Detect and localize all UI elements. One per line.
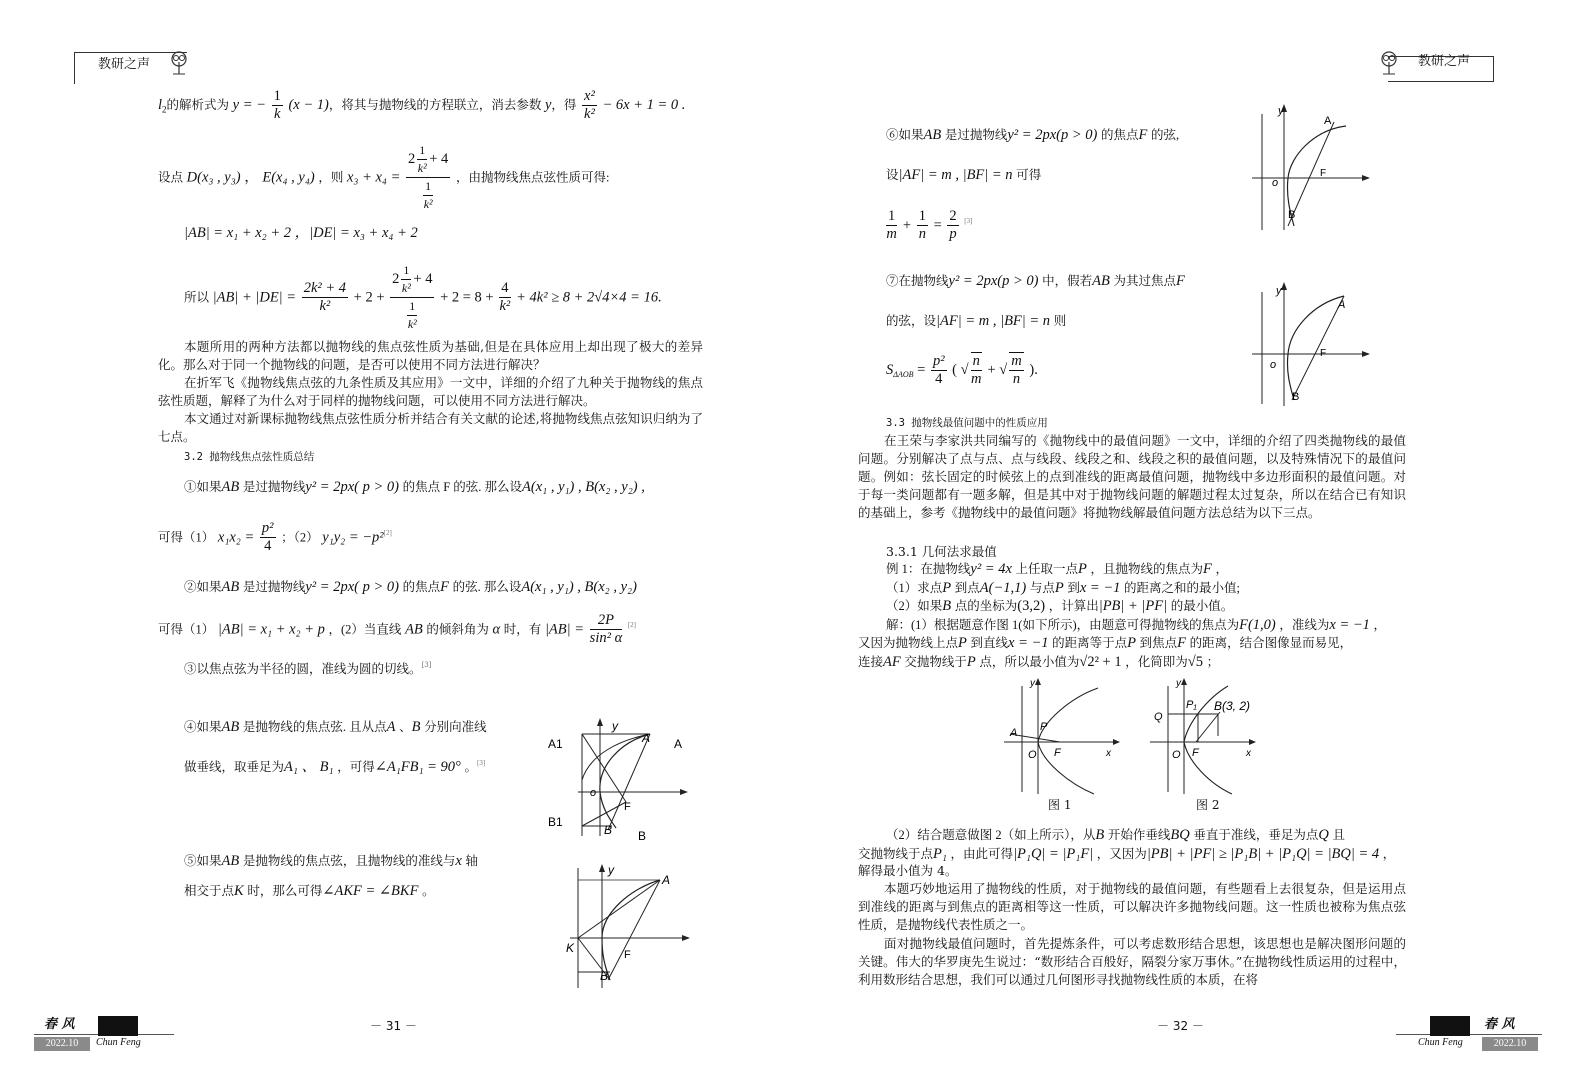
label-y: y (1278, 105, 1284, 117)
label-f: F (1320, 168, 1327, 179)
paragraph-literature: 在折军飞《抛物线焦点弦的九条性质及其应用》一文中，详细的介绍了九种关于抛物线的焦点弦性质题，解释了为什么对于同样的抛物线问题，可以使用不同方法进行解决。 (158, 375, 703, 408)
solution-1-line-2: 又因为抛物线上点P 到直线x = −1 的距离等于点P 到焦点F 的距离，结合图像显而易见， (858, 635, 1353, 651)
property-3-statement: ③以焦点弦为半径的圆，准线为圆的切线。[3] (184, 661, 432, 676)
paragraph-extremum-problems: 在王荣与李家洪共同编写的《抛物线中的最值问题》一文中，详细的介绍了四类抛物线的最值问题。分别解决了点与点、点与线段、线段之和、线段之积的最值问题，以及特殊情况下的最值问题。例如：弦长固定的时候弦上的点到准线的距离最值问题，抛物线中多边形面积的最值问题。对于每一类问题都有一题多解，但是其中对于抛物线问题的解题过程太过复杂，所以在结合已有知识的基础上，参考《抛物线中的最值问题》将抛物线解最值问题方法总结为以下三点。 (858, 433, 1406, 520)
label-origin: o (1270, 359, 1277, 371)
figure-property-4 (540, 714, 690, 844)
solution-2-line-3: 解得最小值为 4。 (858, 863, 958, 878)
label-f: F (624, 801, 631, 813)
right-page-number: － 32 － (1157, 1019, 1204, 1033)
property-2-statement: ②如果AB 是过抛物线y² = 2px( p > 0) 的焦点F 的弦. 那么设A(x₁ , y₁) , B(x₂ , y₂) (184, 579, 637, 595)
label-f: F (1192, 747, 1199, 759)
paragraph-methods-intro: 本题所用的两种方法都以抛物线的焦点弦性质为基础,但是在具体应用上却出现了极大的差异化。那么对于同一个抛物线的问题，是否可以使用不同方法进行解决？ (158, 339, 703, 372)
label-origin: o (1272, 177, 1279, 189)
label-b: B(3, 2) (1214, 699, 1251, 713)
figure-1-caption: 图 1 (1048, 798, 1072, 812)
label-a: A (674, 737, 683, 751)
label-b: B (1292, 391, 1300, 403)
label-a: A (662, 873, 671, 887)
left-footer-issue: 2022.10 (34, 1037, 90, 1051)
property-5-result: 相交于点K 时，那么可得∠AKF = ∠BKF 。 (184, 883, 435, 899)
label-q: Q (1154, 711, 1163, 723)
property-7-assumption: 的弦，设|AF| = m , |BF| = n 则 (886, 313, 1067, 329)
solution-1-line-3: 连接AF 交抛物线于P 点，所以最小值为√2² + 1 ，化简即为√5 ； (858, 654, 1220, 670)
property-2-result: 可得（1） |AB| = x₁ + x₂ + p ，(2）当直线 AB 的倾斜角为 α 时，有 |AB| = $\frac{2P}{\text{sin² α}}$ [2] (158, 612, 636, 646)
right-footer-black-block (1430, 1016, 1470, 1036)
paragraph-number-shape: 面对抛物线最值问题时，首先提炼条件，可以考虑数形结合思想，该思想也是解决图形问题的关键。伟大的华罗庚先生说过：“数形结合百般好，隔裂分家万事休。”在抛物线性质运用的过程中，利用数形结合思想，我们可以通过几何图形寻找抛物线性质的本质，在将 (858, 936, 1406, 987)
property-6-assumption: 设|AF| = m , |BF| = n 可得 (886, 167, 1042, 183)
label-f: F (624, 949, 631, 961)
property-4-result: 做垂线，取垂足为A₁ 、 B₁ ，可得∠A₁FB₁ = 90° 。[3] (184, 759, 486, 775)
ab-plus-de-derivation: 所以 |AB| + |DE| = $\frac{\text{2k² + 4}}{\text{k²}}$ + 2 + 2 $\frac{1}{\text{k²}}$ + 4 $\frac{1}{\text{k²}}$ + 2 = 8 + $\frac{4}{\text{k²}}$ + 4k² ≥ 8 + 2√4×4 = 16. (184, 263, 662, 331)
figure-property-7 (1248, 278, 1372, 410)
solution-2-line-2: 交抛物线于点P₁ ，由此可得|P₁Q| = |P₁F| ，又因为|PB| + |PF| ≥ |P₁B| + |P₁Q| = |BQ| = 4 ， (858, 846, 1396, 862)
property-1-statement: ①如果AB 是过抛物线y² = 2px( p > 0) 的焦点 F 的弦. 那么设A(x₁ , y₁) , B(x₂ , y₂) , (184, 479, 645, 495)
label-a-italic: A (642, 731, 651, 745)
left-page-number: － 31 － (370, 1019, 417, 1033)
property-7-statement: ⑦在抛物线y² = 2px(p > 0) 中，假若AB 为其过焦点F (886, 273, 1185, 289)
label-a: A (1338, 299, 1346, 311)
left-header-frame-bottom (74, 78, 76, 84)
label-b: B (600, 969, 609, 983)
figure-2 (1148, 676, 1260, 796)
right-footer-issue: 2022.10 (1482, 1037, 1538, 1051)
right-footer-brand: 春 风 (1484, 1017, 1515, 1032)
label-p1: P₁ (1186, 699, 1197, 711)
left-footer-brand: 春 风 (44, 1017, 75, 1032)
paragraph-seven-points: 本文通过对新课标抛物线焦点弦性质分析并结合有关文献的论述,将抛物线焦点弦知识归纳为了七点。 (158, 411, 703, 444)
property-1-result: 可得（1） x₁x₂ = $\frac{\text{p²}}{4}$ ；（2） y₁y₂ = −p²[2] (158, 520, 392, 554)
solution-1-line-1: 解：(1）根据题意作图 1(如下所示)，由题意可得抛物线的焦点为F(1,0) ，准线为x = −1 ， (886, 617, 1387, 633)
label-y: y (608, 863, 614, 877)
property-5-statement: ⑤如果AB 是抛物线的焦点弦，且抛物线的准线与x 轴 (184, 853, 478, 869)
right-header-title: 教研之声 (1418, 54, 1471, 69)
label-a1: A1 (548, 737, 563, 751)
left-footer-black-block (98, 1016, 138, 1036)
label-origin: o (590, 787, 597, 799)
property-7-area-formula: $S_{\Delta AOB}$ = $\frac{\text{p²}}{4}$ ( √ $\frac{n}{m}$ + √ $\frac{m}{n}$ ). (886, 352, 1038, 387)
property-4-statement: ④如果AB 是抛物线的焦点弦. 且从点A 、B 分别向准线 (184, 719, 487, 735)
paragraph-property-application: 本题巧妙地运用了抛物线的性质，对于抛物线的最值问题，有些题看上去很复杂，但是运用点到准线的距离与到焦点的距离相等这一性质，可以解决许多抛物线问题。这一性质也被称为焦点弦性质，是抛物线代表性质之一。 (858, 881, 1406, 932)
l2-equation-line: $l_2$的解析式为 y = − $\frac{1}{k}$ (x − 1)，将其与抛物线的方程联立，消去参数 y，得 $\frac{\text{x²}}{\text{k²}}$ − 6x + 1 = 0 . (158, 88, 686, 122)
left-header-title: 教研之声 (98, 57, 151, 72)
question-1: （1）求点P 到点A(−1,1) 与点P 到x = −1 的距离之和的最小值; (886, 580, 1240, 596)
label-b: B (1288, 209, 1296, 221)
label-y: y (1276, 285, 1282, 297)
figure-1 (1002, 676, 1126, 796)
right-footer-name: Chun Feng (1418, 1037, 1463, 1048)
label-p: P (1040, 721, 1048, 733)
label-y: y (1030, 678, 1035, 689)
label-o: O (1028, 749, 1037, 761)
label-k: K (566, 941, 575, 955)
figure-property-5 (562, 860, 692, 992)
property-6-result: $\frac{1}{m}$ + $\frac{1}{n}$ = $\frac{2}{p}$ [3] (886, 208, 973, 242)
question-2: （2）如果B 点的坐标为(3,2) ，计算出|PB| + |PF| 的最小值。 (886, 598, 1234, 614)
label-a: A (1010, 727, 1018, 739)
figure-property-6 (1248, 100, 1372, 236)
label-y: y (612, 719, 618, 733)
figure-2-caption: 图 2 (1196, 798, 1220, 812)
label-f: F (1054, 747, 1061, 759)
label-x: x (1246, 748, 1251, 759)
label-y: y (1176, 678, 1181, 689)
label-f: F (1320, 348, 1327, 359)
section-3-2-heading: 3.2 抛物线焦点弦性质总结 (184, 451, 315, 463)
section-3-3-heading: 3.3 抛物线最值问题中的性质应用 (886, 417, 1048, 429)
ab-de-lengths: |AB| = x₁ + x₂ + 2 ，|DE| = x₃ + x₄ + 2 (184, 225, 418, 241)
example-1-statement: 例 1：在抛物线y² = 4x 上任取一点P ，且抛物线的焦点为F ， (886, 561, 1229, 577)
tree-emblem-icon (1378, 50, 1400, 80)
solution-2-line-1: （2）结合题意做图 2（如上所示），从B 开始作垂线BQ 垂直于准线，垂足为点Q 且 (886, 827, 1345, 843)
label-x: x (1106, 748, 1111, 759)
label-o: O (1172, 749, 1181, 761)
label-b: B (638, 829, 647, 843)
section-3-3-1-heading: 3.3.1 几何法求最值 (886, 544, 997, 559)
label-a: A (1324, 115, 1332, 127)
property-6-statement: ⑥如果AB 是过抛物线y² = 2px(p > 0) 的焦点F 的弦, (886, 127, 1180, 143)
label-b-italic: B (604, 823, 613, 837)
left-footer-name: Chun Feng (96, 1037, 141, 1048)
x3-x4-sum-line: 设点 D(x₃ , y₃) ， E(x₄ , y₄) ，则 x₃ + x₄ = 2 $\frac{1}{\text{k²}}$ + 4 $\frac{1}{\text{k²}}$ ，由抛物线焦点弦性质可得: (158, 143, 610, 211)
label-b1: B1 (548, 815, 563, 829)
tree-emblem-icon (168, 50, 190, 80)
